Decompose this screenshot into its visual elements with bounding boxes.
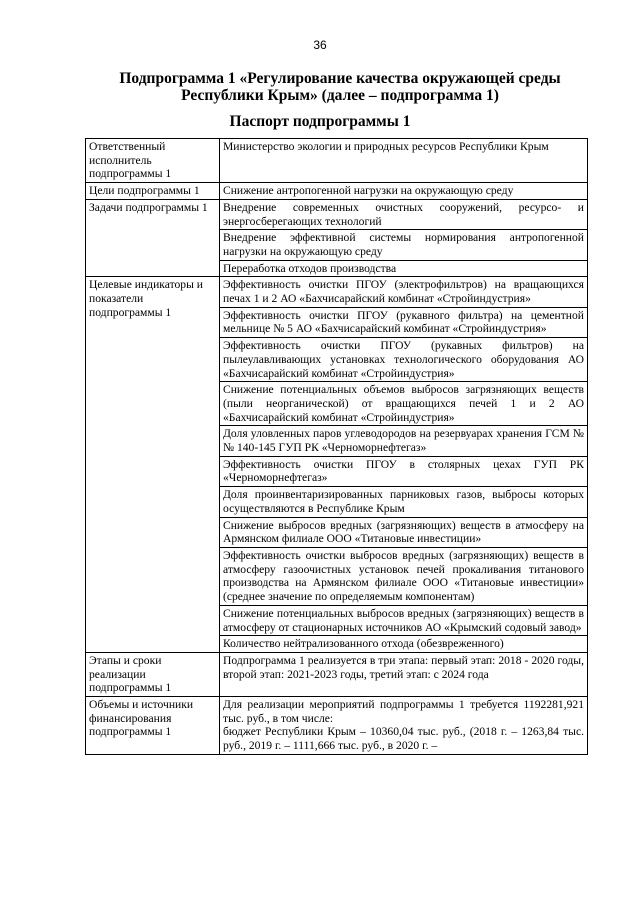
- executor-label: Ответственный исполнитель подпрограммы 1: [86, 139, 220, 183]
- table-row: [86, 697, 588, 755]
- indicator-item: Эффективность очистки ПГОУ (электрофильтров) на вращающихся печах 1 и 2 АО «Бахчисарайский комбинат «Стройиндустрия»: [220, 277, 588, 307]
- executor-value: Министерство экологии и природных ресурсов Республики Крым: [220, 139, 588, 183]
- page-number: 36: [313, 38, 327, 52]
- task-item: Переработка отходов производства: [220, 260, 588, 277]
- table-row: [86, 277, 588, 307]
- goals-value: Снижение антропогенной нагрузки на окружающую среду: [220, 183, 588, 200]
- title-line-1: Подпрограмма 1 «Регулирование качества окружающей среды: [119, 70, 561, 87]
- funding-line-1: Для реализации мероприятий подпрограммы 1 требуется 1192281,921 тыс. руб., в том числе:: [223, 698, 584, 725]
- indicator-item: Доля уловленных паров углеводородов на резервуарах хранения ГСМ №№ 140-145 ГУП РК «Черноморнефтегаз»: [220, 426, 588, 456]
- table-row: [86, 199, 588, 229]
- indicator-item: Снижение выбросов вредных (загрязняющих) веществ в атмосферу на Армянском филиале ООО «Титановые инвестиции»: [220, 517, 588, 547]
- stages-value: Подпрограмма 1 реализуется в три этапа: первый этап: 2018 - 2020 годы, второй этап: 2021-2023 годы, третий этап: с 2024 года: [220, 652, 588, 696]
- task-item: Внедрение современных очистных сооружений, ресурсо- и энергосберегающих технологий: [220, 199, 588, 229]
- indicator-item: Эффективность очистки выбросов вредных (загрязняющих) веществ в атмосферу газоочистных установок печей прокаливания титанового производства на Армянском филиале ООО «Титановые инвестиции» (среднее значение по определяемым компонентам): [220, 547, 588, 605]
- tasks-label: Задачи подпрограммы 1: [86, 199, 220, 277]
- funding-value: [220, 697, 588, 755]
- funding-label: Объемы и источники финансирования подпрограммы 1: [86, 697, 220, 755]
- indicator-item: Снижение потенциальных объемов выбросов загрязняющих веществ (пыли неорганической) от вращающихся печей 1 и 2 АО «Бахчисарайский комбинат «Стройиндустрия»: [220, 382, 588, 426]
- stages-label: Этапы и сроки реализации подпрограммы 1: [86, 652, 220, 696]
- task-item: Внедрение эффективной системы нормирования антропогенной нагрузки на окружающую среду: [220, 230, 588, 260]
- passport-table: [85, 138, 588, 755]
- indicators-label: Целевые индикаторы и показатели подпрограммы 1: [86, 277, 220, 653]
- indicator-item: Доля проинвентаризированных парниковых газов, выбросы которых осуществляются в Республике Крым: [220, 487, 588, 517]
- page-title: [60, 70, 620, 104]
- indicator-item: Эффективность очистки ПГОУ в столярных цехах ГУП РК «Черноморнефтегаз»: [220, 456, 588, 486]
- title-line-2: Республики Крым» (далее – подпрограмма 1): [181, 87, 499, 104]
- indicator-item: Количество нейтрализованного отхода (обезвреженного): [220, 636, 588, 653]
- table-row: [86, 139, 588, 183]
- funding-line-2: бюджет Республики Крым – 10360,04 тыс. руб., (2018 г. – 1263,84 тыс. руб., 2019 г. – 1111,666 тыс. руб., в 2020 г. –: [223, 725, 584, 753]
- table-row: [86, 183, 588, 200]
- indicator-item: Эффективность очистки ПГОУ (рукавного фильтра) на цементной мельнице № 5 АО «Бахчисарайский комбинат «Стройиндустрия»: [220, 307, 588, 337]
- passport-title: Паспорт подпрограммы 1: [229, 113, 411, 130]
- table-row: [86, 652, 588, 696]
- indicator-item: Эффективность очистки ПГОУ (рукавных фильтров) на пылеулавливающих установках технологического оборудования АО «Бахчисарайский комбинат «Стройиндустрия»: [220, 338, 588, 382]
- goals-label: Цели подпрограммы 1: [86, 183, 220, 200]
- indicator-item: Снижение потенциальных выбросов вредных (загрязняющих) веществ в атмосферу от стационарных источников АО «Крымский содовый завод»: [220, 605, 588, 635]
